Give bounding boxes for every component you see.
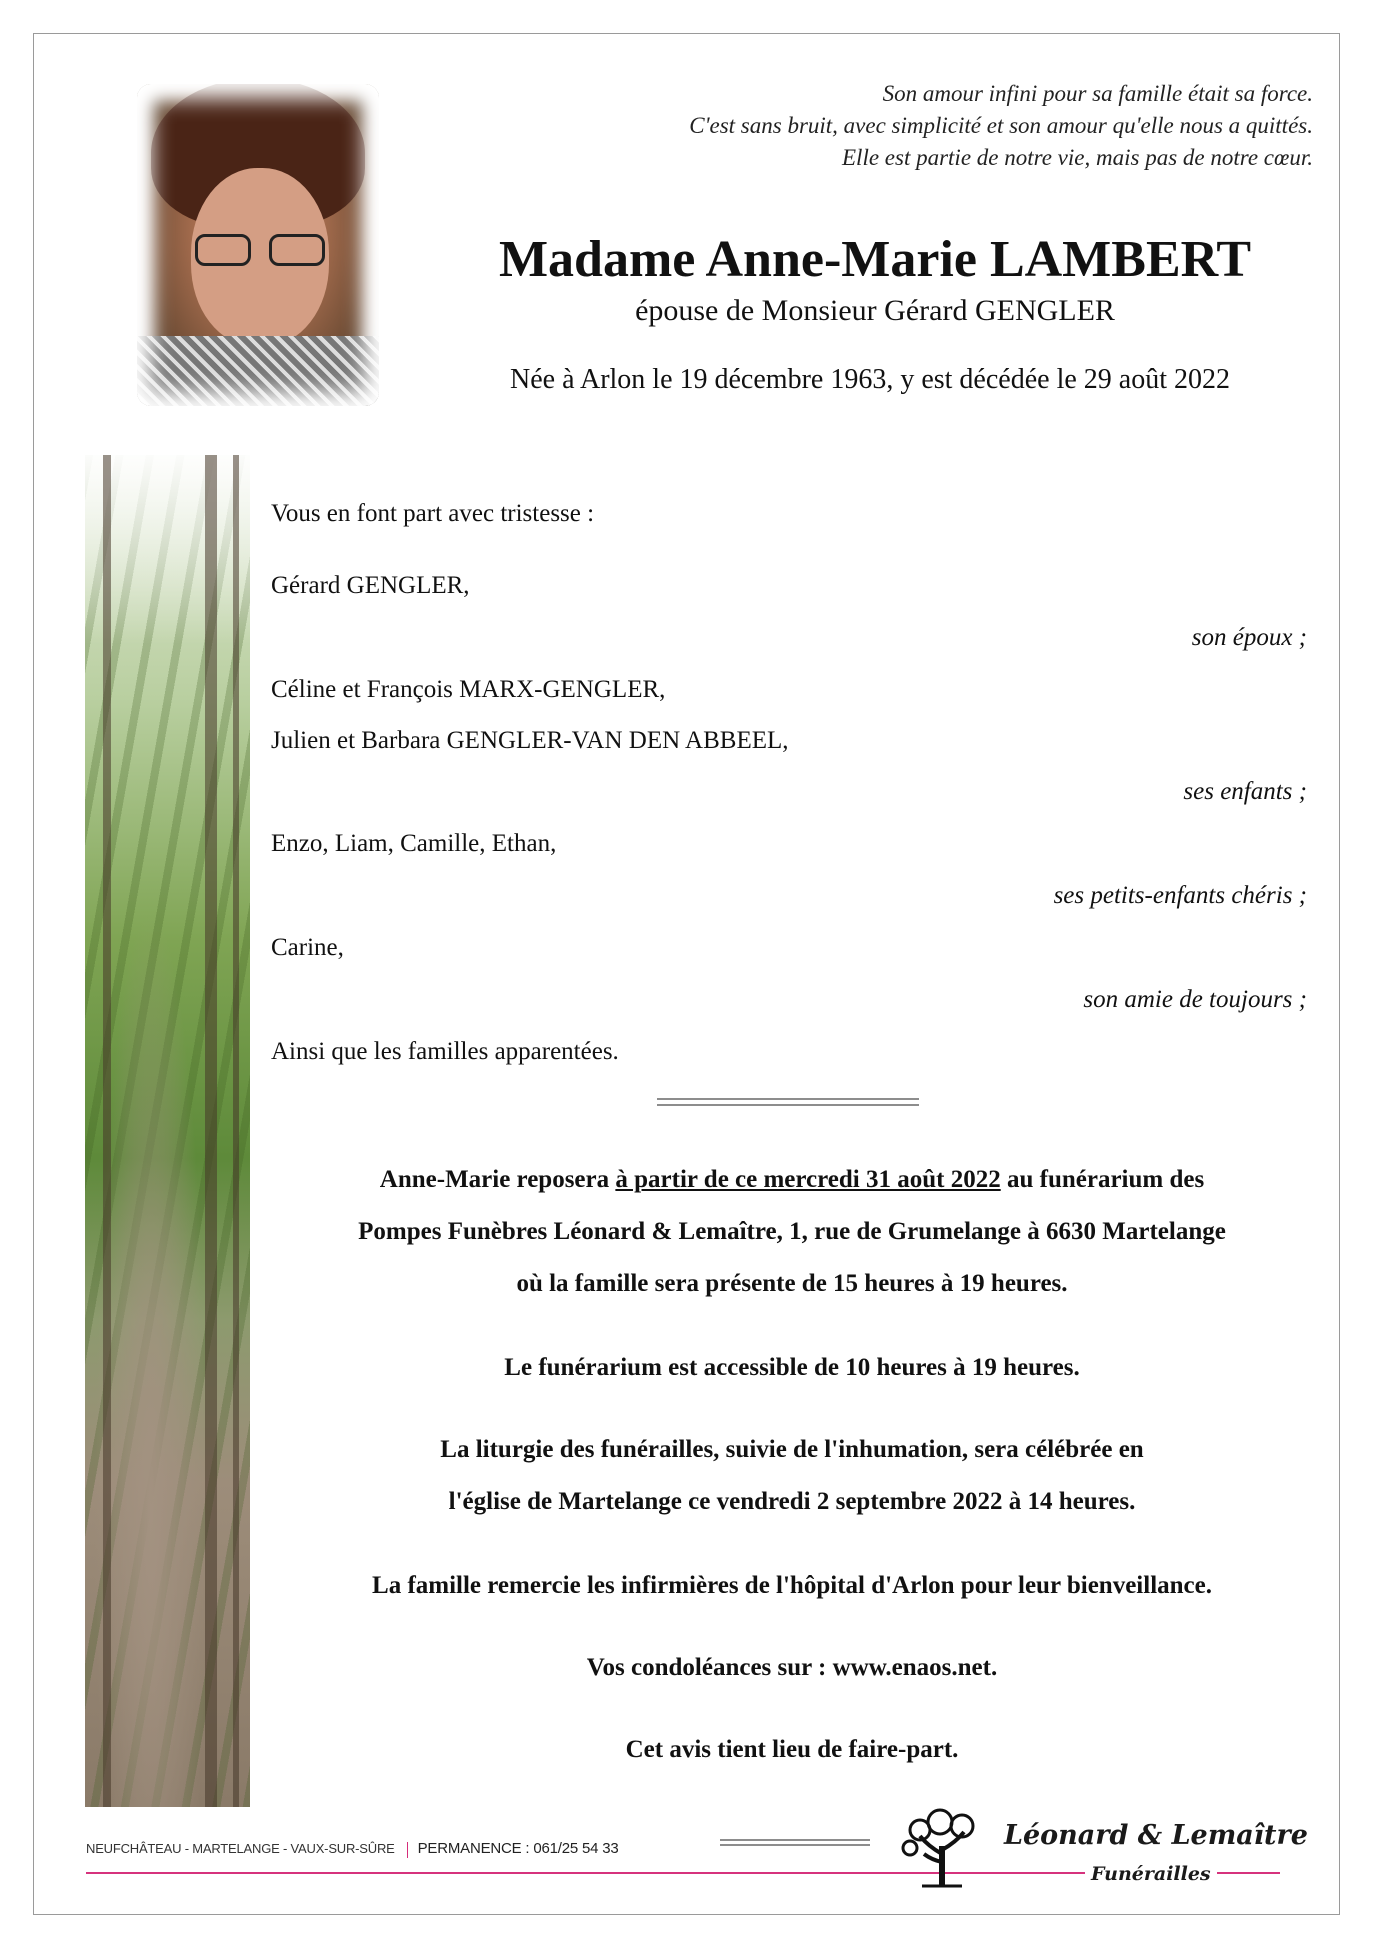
family-member: Julien et Barbara GENGLER-VAN DEN ABBEEL, [271,727,789,754]
footer-permanence: PERMANENCE : 061/25 54 33 [417,1840,619,1857]
forest-path-image [85,455,250,1807]
thanks-note: La famille remercie les infirmières de l'hôpital d'Arlon pour leur bienveillance. [372,1572,1212,1599]
footer-locations: NEUFCHÂTEAU - MARTELANGE - VAUX-SUR-SÛRE [86,1841,395,1856]
family-member: Carine, [271,934,344,961]
family-member: Enzo, Liam, Camille, Ethan, [271,830,557,857]
family-relation: ses petits-enfants chéris ; [1053,882,1307,909]
brand-subtitle: Funérailles [1085,1863,1217,1885]
memorial-quote [413,78,1313,174]
brand-name: Léonard & Lemaître [1004,1820,1308,1851]
family-relation: son amie de toujours ; [1083,986,1307,1013]
visitation-info: Anne-Marie reposera à partir de ce mercredi 31 août 2022 au funérarium des Pompes Funèbres Léonard & Lemaître, 1, rue de Grumelange à 6630 Martelange où la famille sera présente de 15 heures à 19 heures. [358,1166,1226,1297]
footer-divider [720,1839,870,1846]
liturgy-info: La liturgie des funérailles, suivie de l'inhumation, sera célébrée en l'église de Martelange ce vendredi 2 septembre 2022 à 14 heures. [440,1436,1144,1515]
family-relation: ses enfants ; [1183,778,1307,805]
family-relation: son époux ; [1191,624,1307,651]
family-closing: Ainsi que les familles apparentées. [271,1038,619,1065]
deceased-name: Madame Anne-Marie LAMBERT [498,231,1252,288]
deceased-dates: Née à Arlon le 19 décembre 1963, y est décédée le 29 août 2022 [510,364,1230,395]
family-list [271,488,1311,1078]
deceased-spouse: épouse de Monsieur Gérard GENGLER [635,294,1115,327]
quote-line: Son amour infini pour sa famille était sa force. [882,81,1313,106]
tree-logo-icon [892,1806,992,1888]
quote-line: Elle est partie de notre vie, mais pas de notre cœur. [842,145,1313,170]
section-divider [657,1098,919,1106]
quote-line: C'est sans bruit, avec simplicité et son amour qu'elle nous a quittés. [689,113,1313,138]
family-member: Gérard GENGLER, [271,572,470,599]
family-intro: Vous en font part avec tristesse : [271,500,595,527]
condolences-note: Vos condoléances sur : www.enaos.net. [586,1654,998,1681]
portrait-photo [137,84,379,406]
family-member: Céline et François MARX-GENGLER, [271,676,666,703]
visitation-date: à partir de ce mercredi 31 août 2022 [615,1166,1001,1193]
footer-contact [86,1840,619,1858]
access-hours: Le funérarium est accessible de 10 heures à 19 heures. [504,1354,1080,1381]
notice-note: Cet avis tient lieu de faire-part. [625,1736,959,1763]
